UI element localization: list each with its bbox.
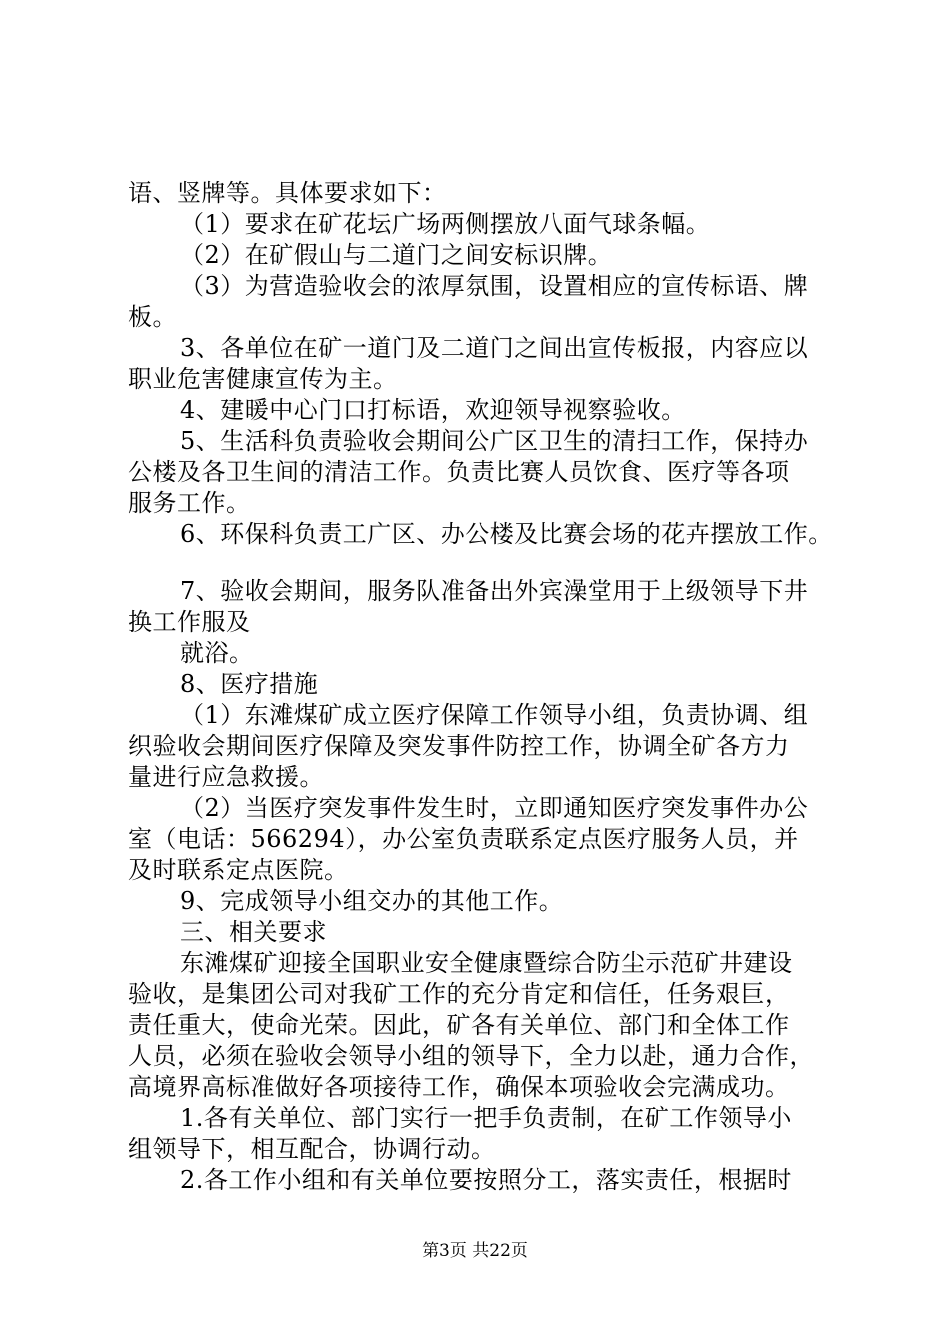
text-line: 1.各有关单位、部门实行一把手负责制，在矿工作领导小	[180, 1104, 792, 1132]
text-line: 语、竖牌等。具体要求如下：	[128, 179, 447, 207]
text-line: 3、各单位在矿一道门及二道门之间出宣传板报，内容应以	[180, 334, 809, 362]
text-line: 服务工作。	[128, 489, 251, 517]
text-line: 换工作服及	[128, 608, 251, 636]
text-line: （3）为营造验收会的浓厚氛围，设置相应的宣传标语、牌	[180, 272, 809, 300]
page-number-footer: 第3页 共22页	[422, 1241, 528, 1261]
text-line: （1）要求在矿花坛广场两侧摆放八面气球条幅。	[180, 210, 711, 238]
text-line: 6、环保科负责工广区、办公楼及比赛会场的花卉摆放工作。	[180, 520, 833, 548]
text-line: 职业危害健康宣传为主。	[128, 365, 398, 393]
text-line: （2）当医疗突发事件发生时，立即通知医疗突发事件办公	[180, 794, 809, 822]
text-line: 织验收会期间医疗保障及突发事件防控工作，协调全矿各方力	[128, 732, 790, 760]
text-line: 组领导下，相互配合，协调行动。	[128, 1135, 496, 1163]
text-line: 责任重大，使命光荣。因此，矿各有关单位、部门和全体工作	[128, 1011, 790, 1039]
text-line: 验收，是集团公司对我矿工作的充分肯定和信任，任务艰巨，	[128, 980, 790, 1008]
text-line: 室（电话：566294），办公室负责联系定点医疗服务人员，并	[128, 825, 799, 853]
text-line: 2.各工作小组和有关单位要按照分工，落实责任，根据时	[180, 1166, 792, 1194]
text-line: 就浴。	[180, 639, 254, 667]
text-line: 8、医疗措施	[180, 670, 319, 698]
text-line: 4、建暖中心门口打标语，欢迎领导视察验收。	[180, 396, 686, 424]
section-heading: 三、相关要求	[180, 918, 327, 946]
text-line: （2）在矿假山与二道门之间安标识牌。	[180, 241, 613, 269]
text-line: 高境界高标准做好各项接待工作，确保本项验收会完满成功。	[128, 1073, 790, 1101]
text-line: 9、完成领导小组交办的其他工作。	[180, 887, 564, 915]
text-line: （1）东滩煤矿成立医疗保障工作领导小组，负责协调、组	[180, 701, 809, 729]
text-line: 5、生活科负责验收会期间公广区卫生的清扫工作，保持办	[180, 427, 809, 455]
text-line: 板。	[128, 303, 177, 331]
text-line: 人员，必须在验收会领导小组的领导下，全力以赴，通力合作，	[128, 1042, 814, 1070]
text-line: 7、验收会期间，服务队准备出外宾澡堂用于上级领导下井	[180, 577, 809, 605]
text-line: 东滩煤矿迎接全国职业安全健康暨综合防尘示范矿井建设	[180, 949, 793, 977]
text-line: 量进行应急救援。	[128, 763, 324, 791]
text-line: 公楼及各卫生间的清洁工作。负责比赛人员饮食、医疗等各项	[128, 458, 790, 486]
text-line: 及时联系定点医院。	[128, 856, 349, 884]
